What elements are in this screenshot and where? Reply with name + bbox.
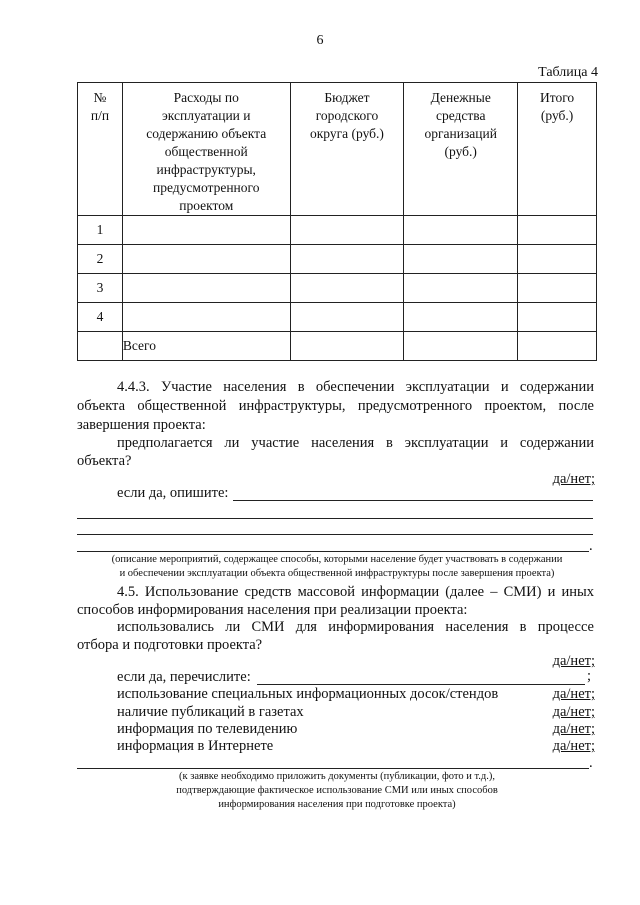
describe-input-line[interactable]: [233, 500, 593, 501]
line-end-semicolon: ;: [587, 668, 592, 684]
table-cell[interactable]: [518, 216, 597, 245]
table-header-row: [78, 83, 597, 216]
list-label: если да, перечислите:: [117, 669, 251, 685]
section-443-question: объекта?: [77, 453, 132, 469]
row-number: 3: [78, 274, 123, 303]
header-city-budget: Бюджет городского округа (руб.): [290, 83, 404, 216]
notes-input-line[interactable]: [77, 768, 589, 769]
list-input-line[interactable]: [257, 684, 585, 685]
section-45-note: (к заявке необходимо приложить документы (публикации, фото и т.д.),: [178, 771, 495, 782]
section-443-text: объекта общественной инфраструктуры, предусмотренного проектом, после: [77, 398, 594, 414]
table-row: [78, 245, 597, 274]
describe-input-line[interactable]: [77, 518, 593, 519]
table-cell[interactable]: [290, 274, 404, 303]
media-item-answer[interactable]: да/нет;: [552, 738, 595, 754]
media-item-answer[interactable]: да/нет;: [552, 704, 595, 720]
media-item-label: информация в Интернете: [117, 738, 274, 754]
header-total: Итого (руб.): [518, 83, 597, 216]
line-end-dot: .: [589, 538, 593, 554]
describe-input-line[interactable]: [77, 551, 589, 552]
section-443-heading: 4.4.3. Участие населения в обеспечении эксплуатации и содержании: [117, 379, 594, 395]
media-item-label: информация по телевидению: [117, 721, 298, 737]
section-443-text: завершения проекта:: [77, 417, 206, 433]
table-cell[interactable]: [404, 303, 518, 332]
section-45-note: подтверждающие фактическое использование СМИ или иных способов: [176, 785, 498, 796]
section-45-note: информирования населения при подготовке проекта): [218, 799, 456, 810]
table-cell[interactable]: [404, 332, 518, 361]
row-number: 4: [78, 303, 123, 332]
media-item-answer[interactable]: да/нет;: [552, 686, 595, 702]
describe-label: если да, опишите:: [117, 485, 229, 501]
table-cell[interactable]: [518, 332, 597, 361]
table-cell[interactable]: [290, 303, 404, 332]
table-total-row: [78, 332, 597, 361]
table-cell[interactable]: [518, 245, 597, 274]
describe-input-line[interactable]: [77, 534, 593, 535]
media-item-label: использование специальных информационных досок/стендов: [117, 686, 499, 702]
answer-yes-no[interactable]: да/нет;: [552, 653, 595, 669]
media-item-label: наличие публикаций в газетах: [117, 704, 304, 720]
table-cell: [78, 332, 123, 361]
section-45-text: способов информирования населения при реализации проекта:: [77, 602, 468, 618]
header-org-funds: Денежные средства организаций (руб.): [404, 83, 518, 216]
section-443-note: (описание мероприятий, содержащее способы, которыми население будет участвовать в содержании: [111, 554, 563, 565]
table-cell[interactable]: [404, 274, 518, 303]
row-number: 2: [78, 245, 123, 274]
section-443-question: предполагается ли участие населения в эксплуатации и содержании: [117, 435, 594, 451]
section-45-heading: 4.5. Использование средств массовой информации (далее – СМИ) и иных: [117, 584, 594, 600]
header-expenses: Расходы по эксплуатации и содержанию объекта общественной инфраструктуры, предусмотренного проектом: [122, 83, 290, 216]
table-cell[interactable]: [290, 216, 404, 245]
table-cell[interactable]: [290, 332, 404, 361]
header-number: № п/п: [78, 83, 123, 216]
table-cell[interactable]: [290, 245, 404, 274]
table-label: Таблица 4: [538, 65, 598, 80]
table-cell[interactable]: [122, 216, 290, 245]
expenses-table: [77, 82, 597, 361]
table-cell[interactable]: [122, 303, 290, 332]
answer-yes-no[interactable]: да/нет;: [552, 471, 595, 487]
media-item-answer[interactable]: да/нет;: [552, 721, 595, 737]
table-cell[interactable]: [122, 274, 290, 303]
section-443-note: и обеспечении эксплуатации объекта общественной инфраструктуры после завершения проекта): [119, 568, 555, 579]
table-cell[interactable]: [404, 216, 518, 245]
table-cell[interactable]: [518, 303, 597, 332]
table-cell[interactable]: [518, 274, 597, 303]
table-cell[interactable]: [122, 245, 290, 274]
line-end-dot: .: [589, 755, 593, 771]
total-label: Всего: [122, 332, 290, 361]
table-row: [78, 216, 597, 245]
row-number: 1: [78, 216, 123, 245]
section-45-question: отбора и подготовки проекта?: [77, 637, 263, 653]
section-45-question: использовались ли СМИ для информирования населения в процессе: [117, 619, 594, 635]
page-number: 6: [316, 33, 324, 48]
table-row: [78, 303, 597, 332]
table-cell[interactable]: [404, 245, 518, 274]
table-row: [78, 274, 597, 303]
